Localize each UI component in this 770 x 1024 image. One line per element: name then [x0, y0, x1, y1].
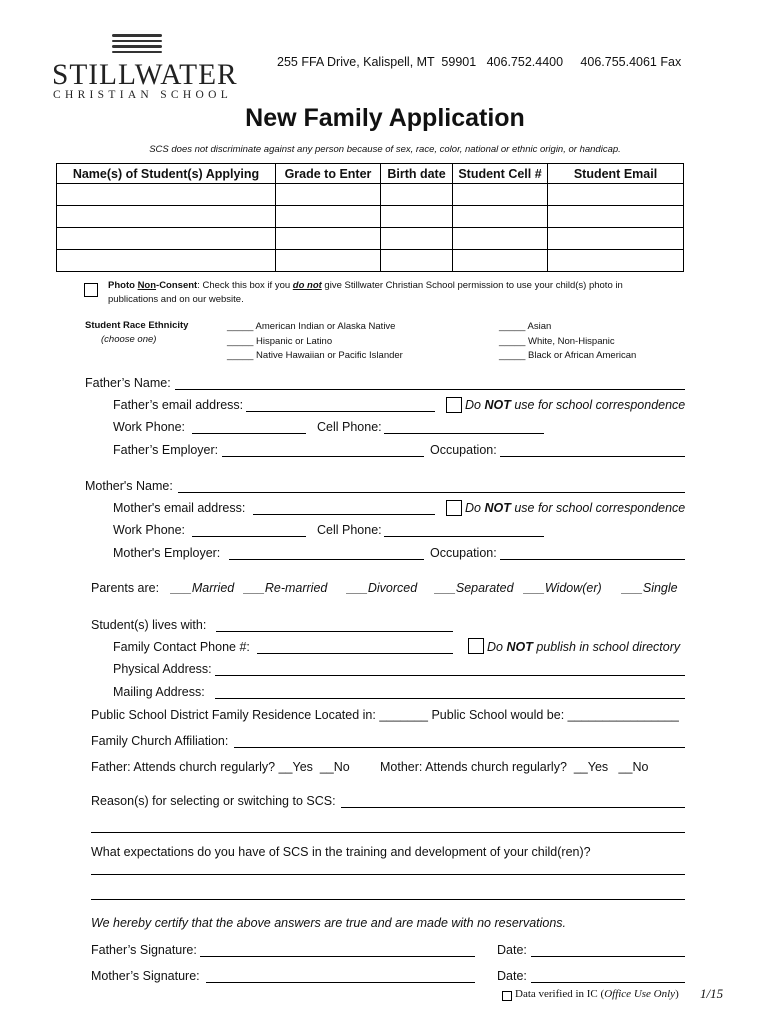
parents-option-single[interactable]: ___Single — [622, 581, 678, 595]
student-table — [56, 163, 684, 272]
mother-work-field[interactable] — [192, 536, 306, 537]
student-name-cell[interactable] — [57, 250, 276, 272]
parents-option-widower[interactable]: ___Widow(er) — [524, 581, 602, 595]
logo-name: STILLWATER — [52, 58, 238, 91]
lives-with-label: Student(s) lives with: — [91, 618, 207, 632]
table-row — [57, 184, 684, 206]
table-row — [57, 206, 684, 228]
mother-date-field[interactable] — [531, 982, 685, 983]
father-occupation-field[interactable] — [500, 456, 685, 457]
photo-non: Non — [137, 280, 157, 291]
expectations-label: What expectations do you have of SCS in the training and development of your child(ren)? — [91, 845, 591, 859]
verified-a: Data verified in IC ( — [515, 988, 605, 1000]
logo-subtitle: CHRISTIAN SCHOOL — [53, 89, 233, 101]
photo-label: Photo — [108, 280, 138, 291]
no-publish-text — [487, 640, 680, 654]
mother-employer-label: Mother's Employer: — [113, 546, 221, 560]
photo-do-not: do not — [292, 280, 322, 291]
father-name-label: Father’s Name: — [85, 376, 171, 390]
mother-church-line[interactable]: Mother: Attends church regularly? __Yes __No — [380, 760, 649, 774]
not-text: NOT — [484, 501, 511, 515]
reasons-field[interactable] — [341, 807, 685, 808]
father-email-field[interactable] — [246, 411, 435, 412]
mailing-address-label: Mailing Address: — [113, 685, 205, 699]
column-header: Student Cell # — [453, 164, 548, 184]
mother-email-field[interactable] — [253, 514, 435, 515]
column-header: Name(s) of Student(s) Applying — [57, 164, 276, 184]
not-text: NOT — [506, 640, 533, 654]
photo-text: : Check this box if you — [197, 280, 293, 291]
mailing-address-field[interactable] — [215, 698, 685, 699]
father-employer-label: Father’s Employer: — [113, 443, 219, 457]
table-row — [57, 250, 684, 272]
reasons-label: Reason(s) for selecting or switching to SCS: — [91, 794, 336, 808]
logo-mark-icon — [112, 34, 162, 56]
father-work-label: Work Phone: — [113, 420, 186, 434]
father-work-field[interactable] — [192, 433, 306, 434]
cell-phone-cell[interactable] — [453, 228, 548, 250]
father-occupation-label: Occupation: — [430, 443, 497, 457]
contact-phone-field[interactable] — [257, 653, 453, 654]
email-cell[interactable] — [548, 206, 684, 228]
parents-option-remarried[interactable]: ___Re-married — [244, 581, 328, 595]
cell-phone-cell[interactable] — [453, 206, 548, 228]
grade-cell[interactable] — [276, 206, 381, 228]
school-district-line[interactable]: Public School District Family Residence Located in: _______ Public School would be: ________________ — [91, 708, 679, 722]
ethnicity-option[interactable]: _____ White, Non-Hispanic — [499, 335, 615, 347]
mother-name-field[interactable] — [178, 492, 685, 493]
office-verified-checkbox[interactable] — [502, 991, 512, 1001]
birthdate-cell[interactable] — [381, 228, 453, 250]
birthdate-cell[interactable] — [381, 206, 453, 228]
expectations-field[interactable] — [91, 874, 685, 875]
father-no-correspondence-checkbox[interactable] — [446, 397, 462, 413]
father-date-field[interactable] — [531, 956, 685, 957]
mother-no-correspondence-text — [465, 501, 685, 515]
student-name-cell[interactable] — [57, 228, 276, 250]
column-header: Birth date — [381, 164, 453, 184]
correspondence-text: use for school correspondence — [510, 501, 686, 515]
mother-no-correspondence-checkbox[interactable] — [446, 500, 462, 516]
lives-with-field[interactable] — [216, 631, 453, 632]
certify-text: We hereby certify that the above answers are true and are made with no reservations. — [91, 916, 567, 930]
grade-cell[interactable] — [276, 184, 381, 206]
father-no-correspondence-text — [465, 398, 685, 412]
correspondence-text: use for school correspondence — [510, 398, 686, 412]
mother-signature-field[interactable] — [206, 982, 475, 983]
contact-phone-label: Family Contact Phone #: — [113, 640, 250, 654]
father-church-line[interactable]: Father: Attends church regularly? __Yes __No — [91, 760, 350, 774]
physical-address-field[interactable] — [215, 675, 685, 676]
photo-consent-checkbox[interactable] — [84, 283, 98, 297]
column-header: Student Email — [548, 164, 684, 184]
table-header-row — [57, 164, 684, 184]
publish-text: publish in school directory — [532, 640, 681, 654]
column-header: Grade to Enter — [276, 164, 381, 184]
email-cell[interactable] — [548, 250, 684, 272]
mother-email-label: Mother's email address: — [113, 501, 246, 515]
do-text: Do — [465, 398, 485, 412]
birthdate-cell[interactable] — [381, 250, 453, 272]
mother-work-label: Work Phone: — [113, 523, 186, 537]
father-employer-field[interactable] — [222, 456, 424, 457]
father-cell-label: Cell Phone: — [317, 420, 382, 434]
mother-signature-label: Mother’s Signature: — [91, 969, 200, 983]
parents-option-separated[interactable]: ___Separated — [435, 581, 514, 595]
father-email-label: Father’s email address: — [113, 398, 244, 412]
photo-consent-label: -Consent — [156, 280, 198, 291]
church-affiliation-label: Family Church Affiliation: — [91, 734, 229, 748]
school-address: 255 FFA Drive, Kalispell, MT 59901 406.752.4400 406.755.4061 Fax — [277, 55, 682, 69]
ethnicity-option[interactable]: _____ Native Hawaiian or Pacific Islander — [227, 350, 403, 361]
father-signature-label: Father’s Signature: — [91, 943, 197, 957]
cell-phone-cell[interactable] — [453, 184, 548, 206]
page-number: 1/15 — [700, 986, 724, 1001]
mother-cell-field[interactable] — [384, 536, 544, 537]
ethnicity-left-options — [227, 320, 403, 364]
email-cell[interactable] — [548, 228, 684, 250]
mother-employer-field[interactable] — [229, 559, 424, 560]
student-name-cell[interactable] — [57, 184, 276, 206]
father-signature-field[interactable] — [200, 956, 475, 957]
not-text: NOT — [484, 398, 511, 412]
father-date-label: Date: — [497, 943, 527, 957]
ethnicity-option[interactable]: _____ American Indian or Alaska Native — [227, 321, 396, 332]
photo-consent-text — [108, 279, 688, 307]
photo-text-c: publications and on our website. — [108, 294, 244, 305]
do-text: Do — [465, 501, 485, 515]
page-title: New Family Application — [245, 104, 525, 132]
email-cell[interactable] — [548, 184, 684, 206]
student-name-cell[interactable] — [57, 206, 276, 228]
grade-cell[interactable] — [276, 250, 381, 272]
ethnicity-option[interactable]: _____ Black or African American — [499, 350, 637, 361]
parents-option-divorced[interactable]: ___Divorced — [347, 581, 418, 595]
do-text: Do — [487, 640, 507, 654]
grade-cell[interactable] — [276, 228, 381, 250]
father-name-field[interactable] — [175, 389, 685, 390]
ethnicity-option[interactable]: _____ Asian — [499, 321, 552, 332]
mother-name-label: Mother's Name: — [85, 479, 173, 493]
parents-option-married[interactable]: ___Married — [171, 581, 235, 595]
office-use-only: Office Use Only — [604, 988, 676, 1000]
table-row — [57, 228, 684, 250]
birthdate-cell[interactable] — [381, 184, 453, 206]
mother-date-label: Date: — [497, 969, 527, 983]
expectations-field-2[interactable] — [91, 899, 685, 900]
no-publish-checkbox[interactable] — [468, 638, 484, 654]
mother-cell-label: Cell Phone: — [317, 523, 382, 537]
disclaimer: SCS does not discriminate against any person because of sex, race, color, national or ethnic origin, or handicap. — [149, 144, 621, 155]
cell-phone-cell[interactable] — [453, 250, 548, 272]
ethnicity-label: Student Race Ethnicity — [85, 320, 189, 331]
mother-occupation-field[interactable] — [500, 559, 685, 560]
verified-b: ) — [675, 988, 679, 1000]
father-cell-field[interactable] — [384, 433, 544, 434]
physical-address-label: Physical Address: — [113, 662, 212, 676]
photo-text-b: give Stillwater Christian School permission to use your child(s) photo in — [321, 280, 623, 291]
ethnicity-right-options — [499, 320, 636, 364]
ethnicity-option[interactable]: _____ Hispanic or Latino — [227, 335, 333, 347]
parents-are-label: Parents are: — [91, 581, 160, 595]
mother-occupation-label: Occupation: — [430, 546, 497, 560]
reasons-field-2[interactable] — [91, 832, 685, 833]
office-verified-text — [515, 988, 679, 1000]
church-affiliation-field[interactable] — [234, 747, 685, 748]
ethnicity-sub: (choose one) — [101, 334, 157, 345]
